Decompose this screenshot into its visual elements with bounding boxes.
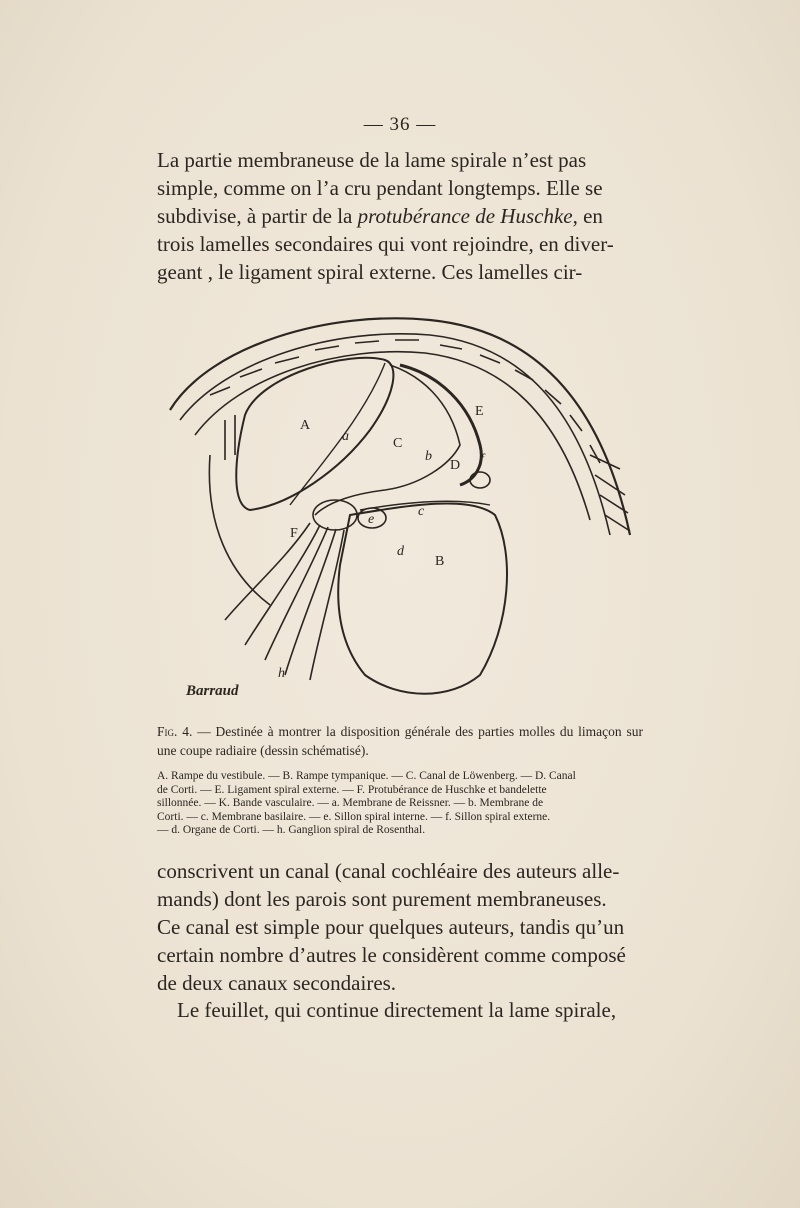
label-C: C: [393, 436, 403, 451]
text-line: conscrivent un canal (canal cochléaire des auteurs alle-: [157, 859, 620, 883]
legend-line: sillonnée. — K. Bande vasculaire. — a. Membrane de Reissner. — b. Membrane de: [157, 797, 544, 809]
text-line: La partie membraneuse de la lame spirale n’est pas: [157, 148, 587, 172]
figure-label: Fig. 4.: [157, 724, 193, 739]
caption-text: — Destinée à montrer la disposition générale des parties molles du limaçon sur une coupe radiaire (dessin schématisé).: [157, 724, 643, 758]
paragraph-last: Le feuillet, qui continue directement la lame spirale,: [177, 998, 617, 1022]
label-B: B: [435, 554, 445, 569]
label-c: c: [418, 504, 425, 519]
legend-line: Corti. — c. Membrane basilaire. — e. Sillon spiral interne. — f. Sillon spiral externe.: [157, 810, 551, 823]
label-D: D: [450, 458, 461, 473]
text-line: certain nombre d’autres le considèrent comme composé: [157, 943, 626, 967]
italic-term: protubérance de Huschke: [357, 204, 573, 228]
engraver-signature: Barraud: [186, 683, 239, 699]
label-b: b: [425, 449, 432, 464]
text-line: trois lamelles secondaires qui vont rejoindre, en diver-: [157, 232, 614, 256]
paragraph-bottom: [157, 857, 643, 997]
page-number: — 36 —: [363, 114, 437, 135]
text-line: geant , le ligament spiral externe. Ces lamelles cir-: [157, 260, 583, 284]
text-fragment: subdivise, à partir de la: [157, 204, 353, 228]
figure-caption: [157, 722, 643, 760]
cochlea-illustration: [150, 305, 650, 715]
label-a: a: [342, 429, 349, 444]
text-line: Ce canal est simple pour quelques auteurs, tandis qu’un: [157, 915, 625, 939]
label-e: e: [368, 512, 375, 527]
legend-line: A. Rampe du vestibule. — B. Rampe tympanique. — C. Canal de Löwenberg. — D. Canal: [157, 770, 576, 782]
text-line: simple, comme on l’a cru pendant longtemps. Elle se: [157, 176, 603, 200]
label-E: E: [475, 404, 484, 419]
text-line: [157, 202, 643, 230]
cochlea-figure: [150, 305, 650, 715]
text-line: de deux canaux secondaires.: [157, 971, 397, 995]
legend-line: — d. Organe de Corti. — h. Ganglion spiral de Rosenthal.: [157, 824, 426, 836]
text-line: mands) dont les parois sont purement membraneuses.: [157, 887, 607, 911]
text-fragment: , en: [572, 204, 603, 228]
figure-legend: [157, 770, 643, 838]
label-h: h: [278, 666, 285, 681]
legend-line: de Corti. — E. Ligament spiral externe. — F. Protubérance de Huschke et bandelette: [157, 783, 547, 796]
paragraph-top: [157, 146, 643, 286]
label-f: f: [480, 452, 484, 467]
label-F: F: [290, 526, 298, 541]
label-d: d: [397, 544, 404, 559]
label-A: A: [300, 418, 311, 433]
